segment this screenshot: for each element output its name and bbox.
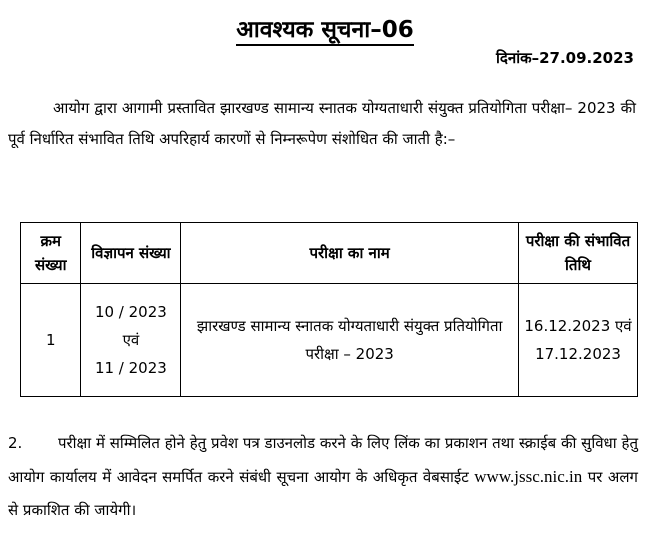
table-row — [21, 284, 638, 397]
header-exam-name: परीक्षा का नाम — [181, 223, 519, 284]
point-2-text-after: पर अलग से प्रकाशित की जायेगी। — [8, 468, 638, 519]
header-exam-date: परीक्षा की संभावित तिथि — [519, 223, 638, 284]
cell-exam-name: झारखण्ड सामान्य स्नातक योग्यताधारी संयुक्त प्रतियोगिता परीक्षा – 2023 — [181, 284, 519, 397]
exam-schedule-table — [20, 222, 638, 397]
point-2-paragraph — [8, 427, 638, 527]
point-number: 2. — [8, 434, 23, 452]
website-link[interactable]: www.jssc.nic.in — [474, 467, 583, 486]
notice-title-block — [0, 14, 650, 46]
advt-number-2: 11 / 2023 — [94, 359, 167, 377]
advt-number-1: 10 / 2023 — [94, 303, 167, 321]
notice-title: आवश्यक सूचना–06 — [236, 17, 413, 46]
table-header-row — [21, 223, 638, 284]
cell-exam-date: 16.12.2023 एवं 17.12.2023 — [519, 284, 638, 397]
advt-conjunction: एवं — [122, 331, 140, 349]
header-serial: क्रम संख्या — [21, 223, 81, 284]
cell-serial: 1 — [21, 284, 81, 397]
header-advertisement: विज्ञापन संख्या — [81, 223, 181, 284]
notice-date: दिनांक–27.09.2023 — [496, 49, 634, 67]
point-2-text-before: परीक्षा में सम्मिलित होने हेतु प्रवेश पत्र डाउनलोड करने के लिए लिंक का प्रकाशन तथा स्क्राईब की सुविधा हेतु आयोग कार्यालय में आवेदन समर्पित करने संबंधी सूचना आयोग के अधिकृत वेबसाईट — [8, 434, 638, 486]
cell-advertisement — [81, 284, 181, 397]
intro-paragraph: आयोग द्वारा आगामी प्रस्तावित झारखण्ड सामान्य स्नातक योग्यताधारी संयुक्त प्रतियोगिता परीक्षा– 2023 की पूर्व निर्धारित संभावित तिथि अपरिहार्य कारणों से निम्नरूपेण संशोधित की जाती है:– — [8, 99, 636, 148]
